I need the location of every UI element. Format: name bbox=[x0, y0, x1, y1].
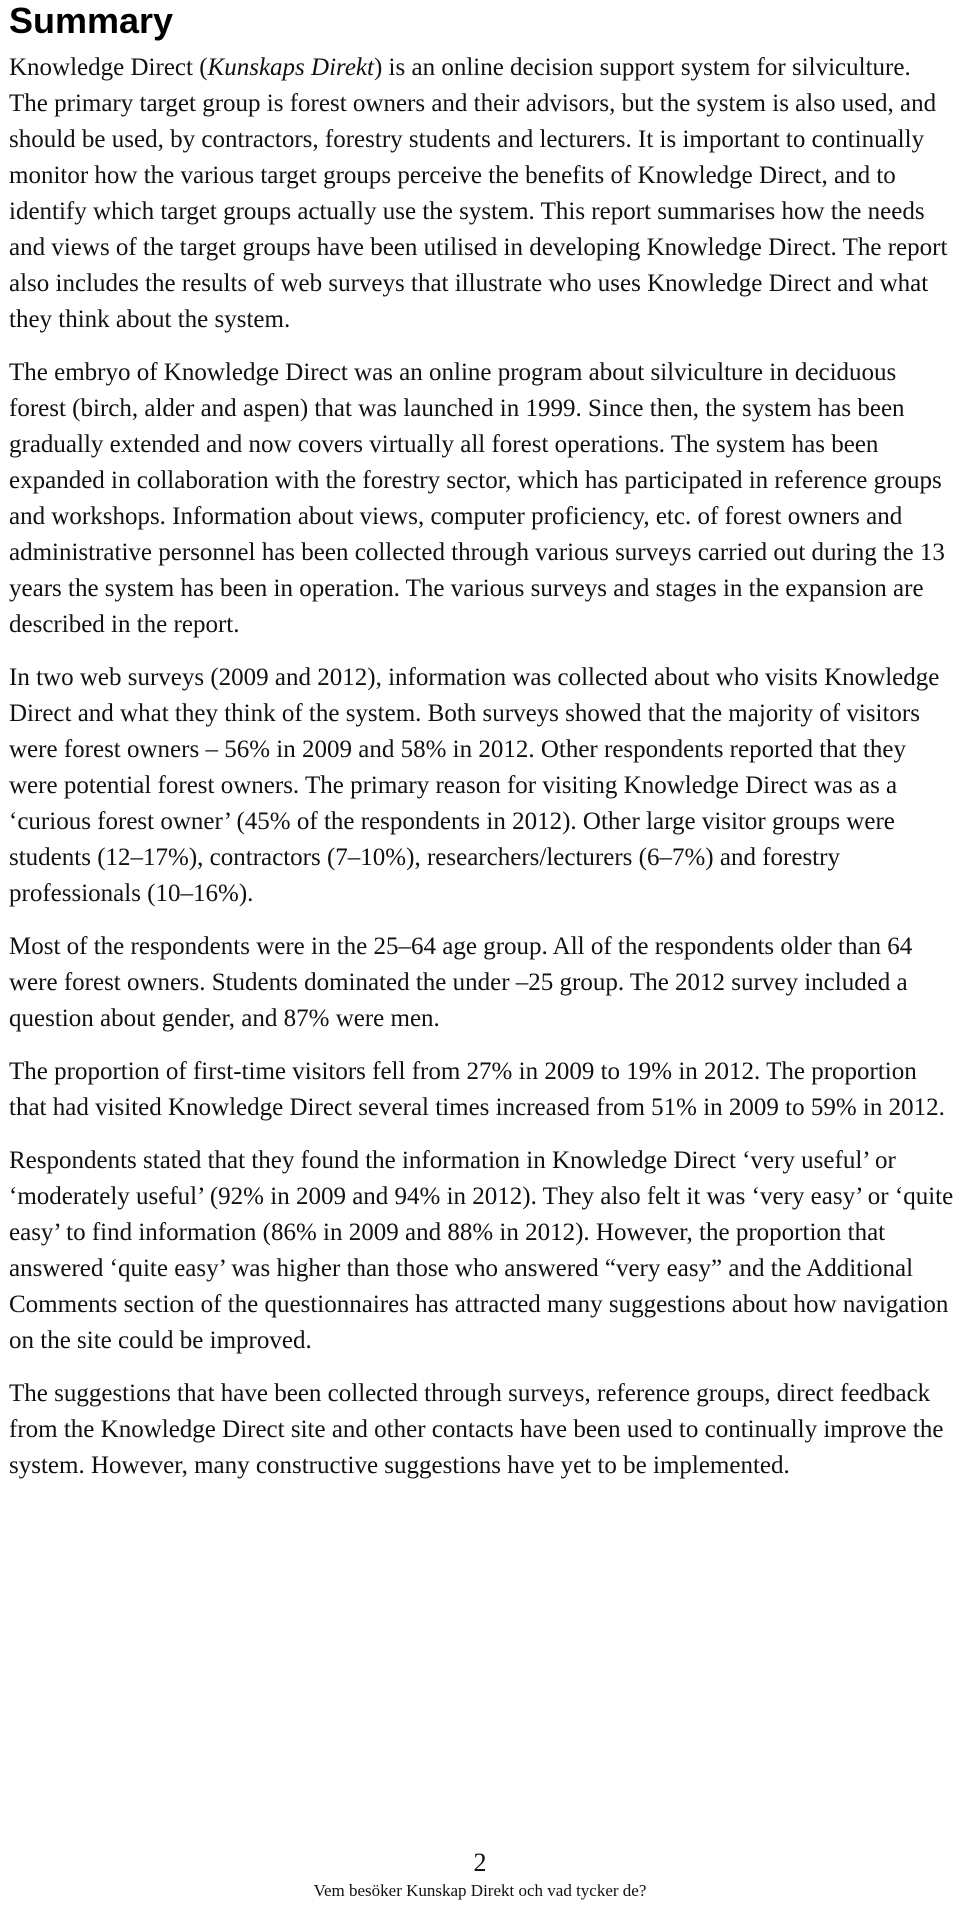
paragraph-web-surveys: In two web surveys (2009 and 2012), information was collected about who visits Knowledge Direct and what they think of the system. Both surveys showed that the majority of visitors were forest owners – 56% in 2009 and 58% in 2012. Other respondents reported that they were potential forest owners. The primary reason for visiting Knowledge Direct was as a ‘curious forest owner’ (45% of the respondents in 2012). Other large visitor groups were students (12–17%), contractors (7–10%), researchers/lecturers (6–7%) and forestry professionals (10–16%). bbox=[9, 664, 940, 907]
running-title: Vem besöker Kunskap Direkt och vad tycker de? bbox=[313, 1881, 647, 1900]
paragraph-suggestions: The suggestions that have been collected through surveys, reference groups, direct feedback from the Knowledge Direct site and other contacts have been used to continually improve the system. However, many constructive suggestions have yet to be implemented. bbox=[9, 1380, 944, 1479]
page-number: 2 bbox=[473, 1848, 487, 1877]
paragraph-intro bbox=[9, 50, 954, 338]
summary-section bbox=[9, 0, 954, 1501]
paragraph-intro-start: Knowledge Direct ( bbox=[9, 54, 208, 81]
paragraph-history: The embryo of Knowledge Direct was an online program about silviculture in deciduous forest (birch, alder and aspen) that was launched in 1999. Since then, the system has been gradually extended and now covers virtually all forest operations. The system has been expanded in collaboration with the forestry sector, which has participated in reference groups and workshops. Information about views, computer proficiency, etc. of forest owners and administrative personnel has been collected through various surveys carried out during the 13 years the system has been in operation. The various surveys and stages in the expansion are described in the report. bbox=[9, 359, 945, 638]
paragraph-intro-rest: ) is an online decision support system for silviculture. The primary target group is forest owners and their advisors, but the system is also used, and should be used, by contractors, forestry students and lecturers. It is important to continually monitor how the various target groups perceive the benefits of Knowledge Direct, and to identify which target groups actually use the system. This report summarises how the needs and views of the target groups have been utilised in developing Knowledge Direct. The report also includes the results of web surveys that illustrate who uses Knowledge Direct and what they think about the system. bbox=[9, 54, 948, 333]
paragraph-age-groups: Most of the respondents were in the 25–64 age group. All of the respondents older than 64 were forest owners. Students dominated the under –25 group. The 2012 survey included a question about gender, and 87% were men. bbox=[9, 933, 913, 1032]
paragraph-usefulness: Respondents stated that they found the information in Knowledge Direct ‘very useful’ or ‘moderately useful’ (92% in 2009 and 94% in 2012). They also felt it was ‘very easy’ or ‘quite easy’ to find information (86% in 2009 and 88% in 2012). However, the proportion that answered ‘quite easy’ was higher than those who answered “very easy” and the Additional Comments section of the questionnaires has attracted many suggestions about how navigation on the site could be improved. bbox=[9, 1147, 954, 1354]
section-heading: Summary bbox=[9, 0, 174, 41]
paragraph-visitor-frequency: The proportion of first-time visitors fell from 27% in 2009 to 19% in 2012. The proportion that had visited Knowledge Direct several times increased from 51% in 2009 to 59% in 2012. bbox=[9, 1058, 945, 1121]
swedish-name: Kunskaps Direkt bbox=[207, 54, 374, 81]
